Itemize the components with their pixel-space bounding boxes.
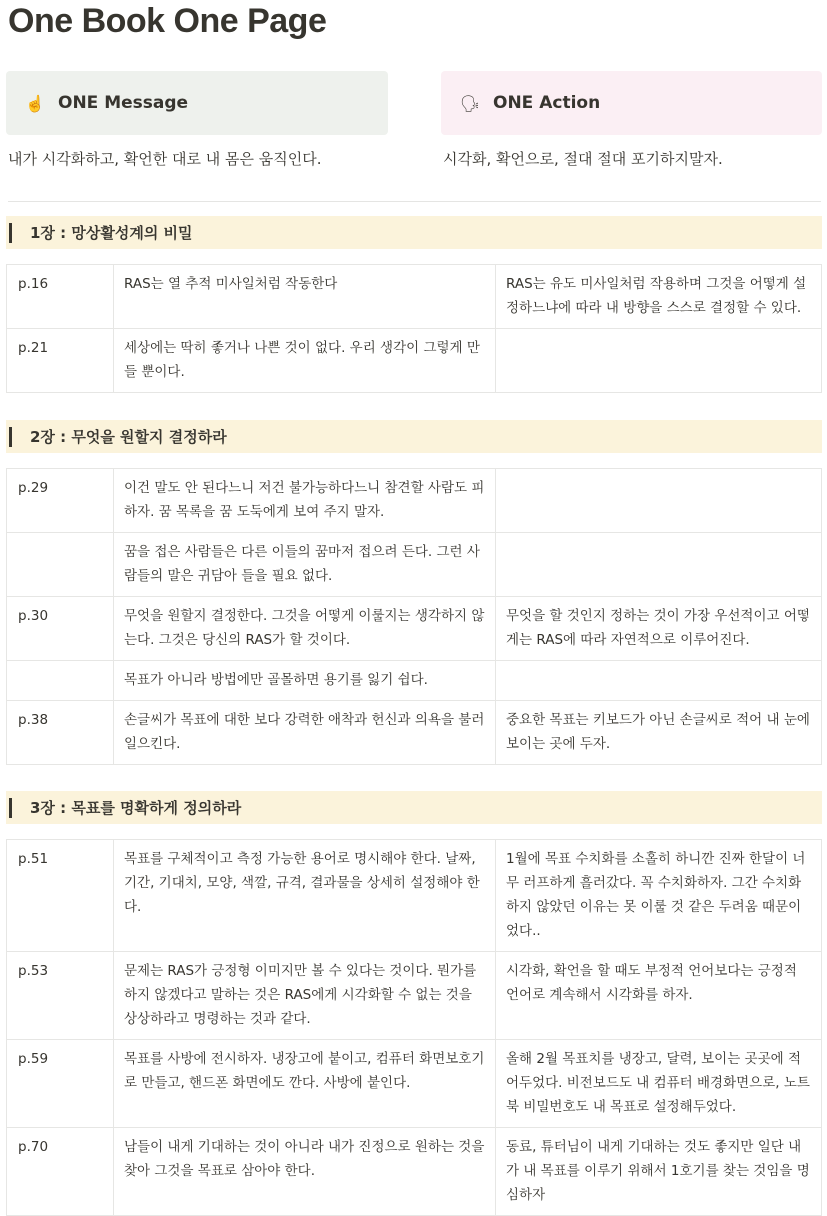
quote-cell[interactable]: 목표를 사방에 전시하자. 냉장고에 붙이고, 컴퓨터 화면보호기로 만들고, 핸드폰 화면에도 깐다. 사방에 붙인다. <box>114 1040 496 1128</box>
page-number-cell[interactable]: p.21 <box>7 329 114 393</box>
table-row <box>7 469 822 533</box>
table-row <box>7 265 822 329</box>
note-cell[interactable] <box>496 533 822 597</box>
page-number-cell[interactable]: p.70 <box>7 1128 114 1216</box>
quote-cell[interactable]: 무엇을 원할지 결정한다. 그것을 어떻게 이룰지는 생각하지 않는다. 그것은 당신의 RAS가 할 것이다. <box>114 597 496 661</box>
quote-cell[interactable]: 꿈을 접은 사람들은 다른 이들의 꿈마저 접으려 든다. 그런 사람들의 말은 귀담아 들을 필요 없다. <box>114 533 496 597</box>
notes-table <box>6 264 822 393</box>
speaking-head-icon: 🗣 <box>459 93 481 113</box>
page-number-cell[interactable] <box>7 533 114 597</box>
chapter-heading[interactable] <box>6 216 822 249</box>
notes-table <box>6 839 822 1216</box>
note-cell[interactable] <box>496 661 822 701</box>
chapter-title: 2장 : 무엇을 원할지 결정하라 <box>30 428 227 446</box>
quote-bar <box>9 798 12 818</box>
note-cell[interactable]: 중요한 목표는 키보드가 아닌 손글씨로 적어 내 눈에 보이는 곳에 두자. <box>496 701 822 765</box>
page-number-cell[interactable] <box>7 661 114 701</box>
quote-cell[interactable]: 세상에는 딱히 좋거나 나쁜 것이 없다. 우리 생각이 그렇게 만들 뿐이다. <box>114 329 496 393</box>
note-cell[interactable]: RAS는 유도 미사일처럼 작용하며 그것을 어떻게 설정하느냐에 따라 내 방향을 스스로 결정할 수 있다. <box>496 265 822 329</box>
quote-cell[interactable]: 목표가 아니라 방법에만 골몰하면 용기를 잃기 쉽다. <box>114 661 496 701</box>
table-row <box>7 701 822 765</box>
notes-table <box>6 468 822 765</box>
note-cell[interactable]: 1월에 목표 수치화를 소홀히 하니깐 진짜 한달이 너무 러프하게 흘러갔다. 꼭 수치화하자. 그간 수치화 하지 않았던 이유는 못 이룰 것 같은 두려움 때문이었다.. <box>496 840 822 952</box>
table-row <box>7 661 822 701</box>
chapter-heading[interactable] <box>6 420 822 453</box>
one-action-label: ONE Action <box>493 93 601 113</box>
one-message-label: ONE Message <box>58 93 189 113</box>
quote-bar <box>9 223 12 243</box>
one-action-text[interactable]: 시각화, 확언으로, 절대 절대 포기하지말자. <box>443 150 723 168</box>
table-row <box>7 1040 822 1128</box>
note-cell[interactable] <box>496 329 822 393</box>
page-number-cell[interactable]: p.30 <box>7 597 114 661</box>
table-row <box>7 952 822 1040</box>
page-number-cell[interactable]: p.53 <box>7 952 114 1040</box>
table-row <box>7 597 822 661</box>
page-number-cell[interactable]: p.51 <box>7 840 114 952</box>
one-message-text[interactable]: 내가 시각화하고, 확언한 대로 내 몸은 움직인다. <box>8 150 322 168</box>
chapter-title: 3장 : 목표를 명확하게 정의하라 <box>30 799 242 817</box>
page-number-cell[interactable]: p.16 <box>7 265 114 329</box>
quote-cell[interactable]: 남들이 내게 기대하는 것이 아니라 내가 진정으로 원하는 것을 찾아 그것을 목표로 삼아야 한다. <box>114 1128 496 1216</box>
quote-cell[interactable]: 목표를 구체적이고 측정 가능한 용어로 명시해야 한다. 날짜, 기간, 기대치, 모양, 색깔, 규격, 결과물을 상세히 설정해야 한다. <box>114 840 496 952</box>
note-cell[interactable]: 무엇을 할 것인지 정하는 것이 가장 우선적이고 어떻게는 RAS에 따라 자연적으로 이루어진다. <box>496 597 822 661</box>
table-row <box>7 1128 822 1216</box>
note-cell[interactable]: 시각화, 확언을 할 때도 부정적 언어보다는 긍정적 언어로 계속해서 시각화를 하자. <box>496 952 822 1040</box>
divider <box>8 201 821 202</box>
quote-bar <box>9 427 12 447</box>
chapter-heading[interactable] <box>6 791 822 824</box>
pointing-finger-icon: ☝️ <box>25 93 45 113</box>
note-cell[interactable]: 올해 2월 목표치를 냉장고, 달력, 보이는 곳곳에 적어두었다. 비전보드도 내 컴퓨터 배경화면으로, 노트북 비밀번호도 내 목표로 설정해두었다. <box>496 1040 822 1128</box>
quote-cell[interactable]: 이건 말도 안 된다느니 저건 불가능하다느니 참견할 사람도 피하자. 꿈 목록을 꿈 도둑에게 보여 주지 말자. <box>114 469 496 533</box>
note-cell[interactable] <box>496 469 822 533</box>
table-row <box>7 329 822 393</box>
table-row <box>7 840 822 952</box>
table-row <box>7 533 822 597</box>
note-cell[interactable]: 동료, 튜터님이 내게 기대하는 것도 좋지만 일단 내가 내 목표를 이루기 위해서 1호기를 찾는 것임을 명심하자 <box>496 1128 822 1216</box>
one-message-callout[interactable] <box>6 71 388 135</box>
chapter-title: 1장 : 망상활성계의 비밀 <box>30 224 193 242</box>
quote-cell[interactable]: 손글씨가 목표에 대한 보다 강력한 애착과 헌신과 의욕을 불러일으킨다. <box>114 701 496 765</box>
page-number-cell[interactable]: p.29 <box>7 469 114 533</box>
page-number-cell[interactable]: p.38 <box>7 701 114 765</box>
page-number-cell[interactable]: p.59 <box>7 1040 114 1128</box>
page-title: One Book One Page <box>8 2 327 40</box>
quote-cell[interactable]: 문제는 RAS가 긍정형 이미지만 볼 수 있다는 것이다. 뭔가를 하지 않겠다고 말하는 것은 RAS에게 시각화할 수 없는 것을 상상하라고 명령하는 것과 같다. <box>114 952 496 1040</box>
one-action-callout[interactable] <box>441 71 822 135</box>
quote-cell[interactable]: RAS는 열 추적 미사일처럼 작동한다 <box>114 265 496 329</box>
